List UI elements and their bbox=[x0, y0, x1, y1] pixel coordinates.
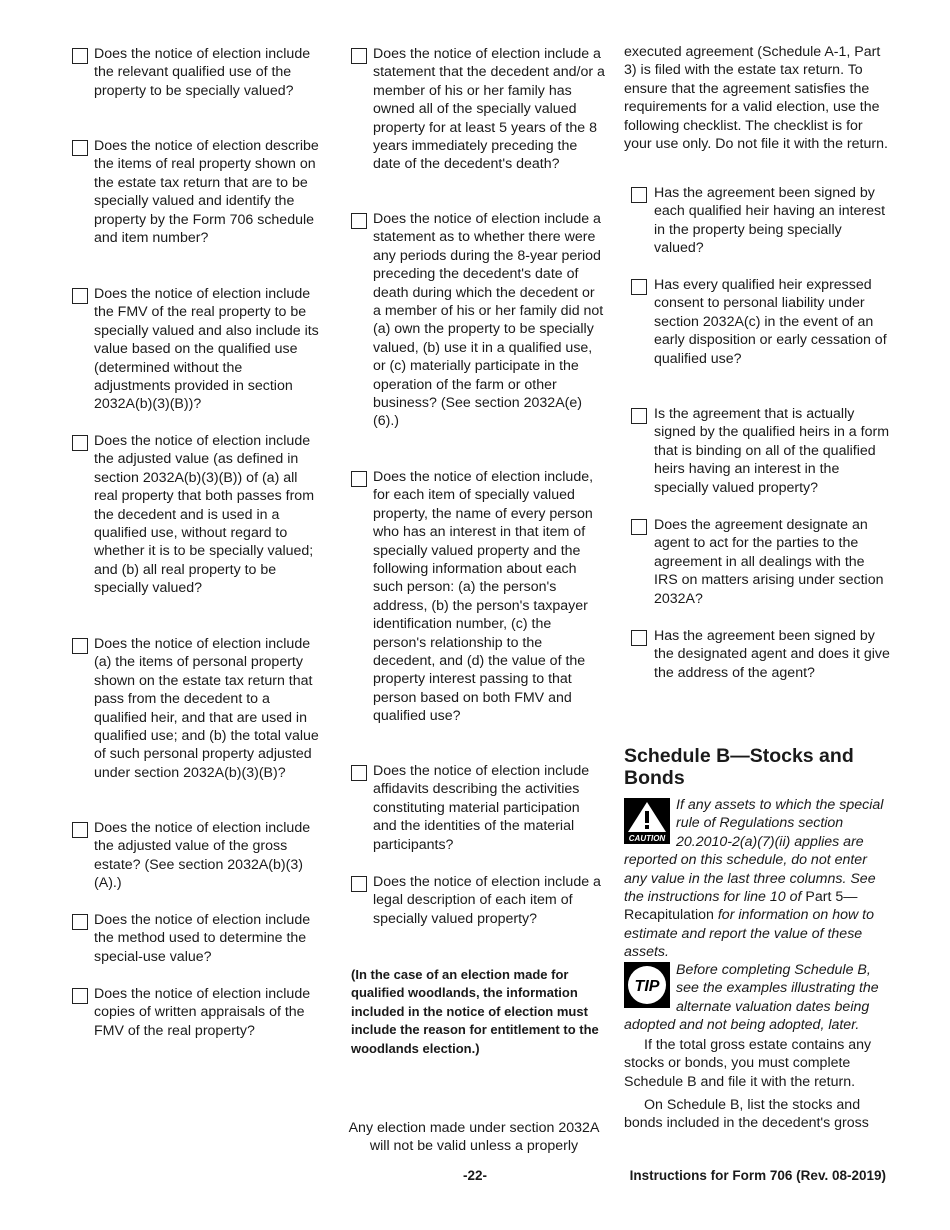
checklist-item-text: Does the notice of election include the FMV of the real property to be specially valued and also include its value based on the qualified use (determined without the adjustments provided in section 2032A(b)(3)(B))? bbox=[94, 286, 319, 413]
checklist-item-text: Does the notice of election include a statement as to whether there were any periods during the 8-year period preceding the decedent's date of death during which the decedent or a member of his or her family did not (a) own the property to be specially valued, (b) use it in a qualified use, or (c) materially participate in the operation of the farm or other business? (See section 2032A(e)(6).) bbox=[373, 211, 604, 430]
checklist-item bbox=[72, 911, 322, 966]
checklist-item bbox=[72, 137, 322, 247]
checkbox[interactable] bbox=[72, 288, 88, 304]
schedule-b-heading: Schedule B—Stocks and Bonds bbox=[624, 745, 854, 789]
tip-icon bbox=[624, 962, 670, 1008]
checkbox[interactable] bbox=[351, 213, 367, 229]
checklist-item-text: Does the notice of election include affidavits describing the activities constituting material participation and the identities of the material participants? bbox=[373, 763, 590, 853]
tip-note bbox=[624, 961, 890, 1035]
caution-text-a: If any assets to which the special rule of Regulations section 20.2010-2(a)(7)(ii) applies are reported on this schedule, do not enter any value in the last three columns. See the instructions for line 10 of bbox=[624, 797, 884, 906]
checkbox[interactable] bbox=[72, 822, 88, 838]
checklist-item-text: Does the notice of election include the adjusted value of the gross estate? (See section 2032A(b)(3)(A).) bbox=[94, 820, 311, 892]
checklist-item-text: Does the notice of election include a legal description of each item of specially valued property? bbox=[373, 874, 601, 927]
woodlands-note: (In the case of an election made for qualified woodlands, the information included in the notice of election must include the reason for entitlement to the woodlands election.) bbox=[351, 967, 599, 1056]
checklist-item-text: Does the notice of election include the relevant qualified use of the property to be specially valued? bbox=[94, 46, 311, 99]
checklist-item bbox=[624, 276, 890, 368]
checkbox[interactable] bbox=[72, 48, 88, 64]
checklist-item-text: Does the notice of election include copies of written appraisals of the FMV of the real property? bbox=[94, 986, 311, 1039]
checkbox[interactable] bbox=[631, 279, 647, 295]
checklist-item bbox=[351, 468, 606, 726]
caution-label: CAUTION bbox=[628, 834, 666, 843]
checklist-item-text: Has the agreement been signed by each qualified heir having an interest in the property being specially valued? bbox=[654, 185, 886, 257]
checklist-item bbox=[351, 762, 606, 854]
tip-label: TIP bbox=[634, 978, 660, 995]
checkbox[interactable] bbox=[631, 630, 647, 646]
checkbox[interactable] bbox=[72, 140, 88, 156]
checklist-item bbox=[624, 405, 890, 497]
checklist-item-text: Does the notice of election include the method used to determine the special-use value? bbox=[94, 912, 311, 965]
checklist-item-text: Does the notice of election include the adjusted value (as defined in section 2032A(b)(3)(B)) of (a) all real property that both passes from the decedent and is used in a qualified use, without regard to whether it is to be specially valued; and (b) all real property to be specially valued? bbox=[94, 433, 315, 597]
checkbox[interactable] bbox=[72, 914, 88, 930]
checklist-item-text: Does the agreement designate an agent to act for the parties to the agreement in all dealings with the IRS on matters arising under section 2032A? bbox=[654, 517, 884, 607]
tip-text: Before completing Schedule B, see the examples illustrating the alternate valuation dates being adopted and not being adopted, later. bbox=[624, 962, 879, 1034]
checklist-item-text: Is the agreement that is actually signed by the qualified heirs in a form that is binding on all of the qualified heirs having an interest in the specially valued property? bbox=[654, 406, 890, 496]
checkbox[interactable] bbox=[351, 876, 367, 892]
checklist-item bbox=[624, 184, 890, 258]
paragraph: On Schedule B, list the stocks and bonds included in the decedent's gross bbox=[624, 1097, 869, 1132]
caution-text-c: for information on how to estimate and report the value of these assets. bbox=[624, 907, 875, 961]
checklist-item bbox=[72, 635, 322, 782]
checklist-item bbox=[72, 432, 322, 598]
checkbox[interactable] bbox=[631, 519, 647, 535]
checklist-item bbox=[351, 210, 606, 431]
checklist-item bbox=[72, 285, 322, 414]
checklist-item bbox=[624, 516, 890, 608]
checklist-item bbox=[624, 627, 890, 682]
checklist-item bbox=[72, 819, 322, 893]
page-number: -22- bbox=[462, 1168, 487, 1183]
checklist-item-text: Has the agreement been signed by the designated agent and does it give the address of the agent? bbox=[654, 628, 890, 681]
checkbox[interactable] bbox=[351, 48, 367, 64]
form-title: Instructions for Form 706 (Rev. 08-2019) bbox=[629, 1168, 886, 1183]
checklist-item-text: Does the notice of election include, for each item of specially valued property, the name of every person who has an interest in that item of specially valued property and the following information about each such person: (a) the person's address, (b) the person's taxpayer identification number, (c) the person's relationship to the decedent, and (d) the value of the property interest passing to that person based on both FMV and qualified use? bbox=[373, 469, 594, 725]
checkbox[interactable] bbox=[351, 471, 367, 487]
checklist-item bbox=[351, 45, 606, 174]
checkbox[interactable] bbox=[631, 187, 647, 203]
closing-paragraph: Any election made under section 2032A will not be valid unless a properly bbox=[348, 1120, 600, 1155]
checkbox[interactable] bbox=[72, 638, 88, 654]
checklist-item-text: Does the notice of election describe the items of real property shown on the estate tax return that are to be specially valued and identify the property by the Form 706 schedule and item number? bbox=[94, 138, 319, 247]
checkbox[interactable] bbox=[631, 408, 647, 424]
checkbox[interactable] bbox=[72, 988, 88, 1004]
checklist-item-text: Does the notice of election include a statement that the decedent and/or a member of his or her family has owned all of the specially valued property for at least 5 years of the 8 years immediately preceding the date of the decedent's death? bbox=[373, 46, 605, 173]
caution-note bbox=[624, 796, 890, 962]
checklist-item bbox=[72, 985, 322, 1040]
checklist-item bbox=[72, 45, 322, 100]
intro-paragraph: executed agreement (Schedule A-1, Part 3) is filed with the estate tax return. To ensure that the agreement satisfies the requirements for a valid election, use the following checklist. The checklist is for your use only. Do not file it with the return. bbox=[624, 44, 888, 153]
checklist-item-text: Has every qualified heir expressed consent to personal liability under section 2032A(c) in the event of an early disposition or early cessation of qualified use? bbox=[654, 277, 887, 367]
caution-icon bbox=[624, 798, 670, 844]
checklist-item-text: Does the notice of election include (a) the items of personal property shown on the estate tax return that pass from the decedent to a qualified heir, and that are used in qualified use; and (b) the total value of such personal property adjusted under section 2032A(b)(3)(B)? bbox=[94, 636, 319, 781]
checkbox[interactable] bbox=[72, 435, 88, 451]
caution-text-b: Part 5—Recapitulation bbox=[624, 889, 858, 924]
checklist-item bbox=[351, 873, 606, 928]
paragraph: If the total gross estate contains any stocks or bonds, you must complete Schedule B and file it with the return. bbox=[624, 1037, 872, 1090]
checkbox[interactable] bbox=[351, 765, 367, 781]
